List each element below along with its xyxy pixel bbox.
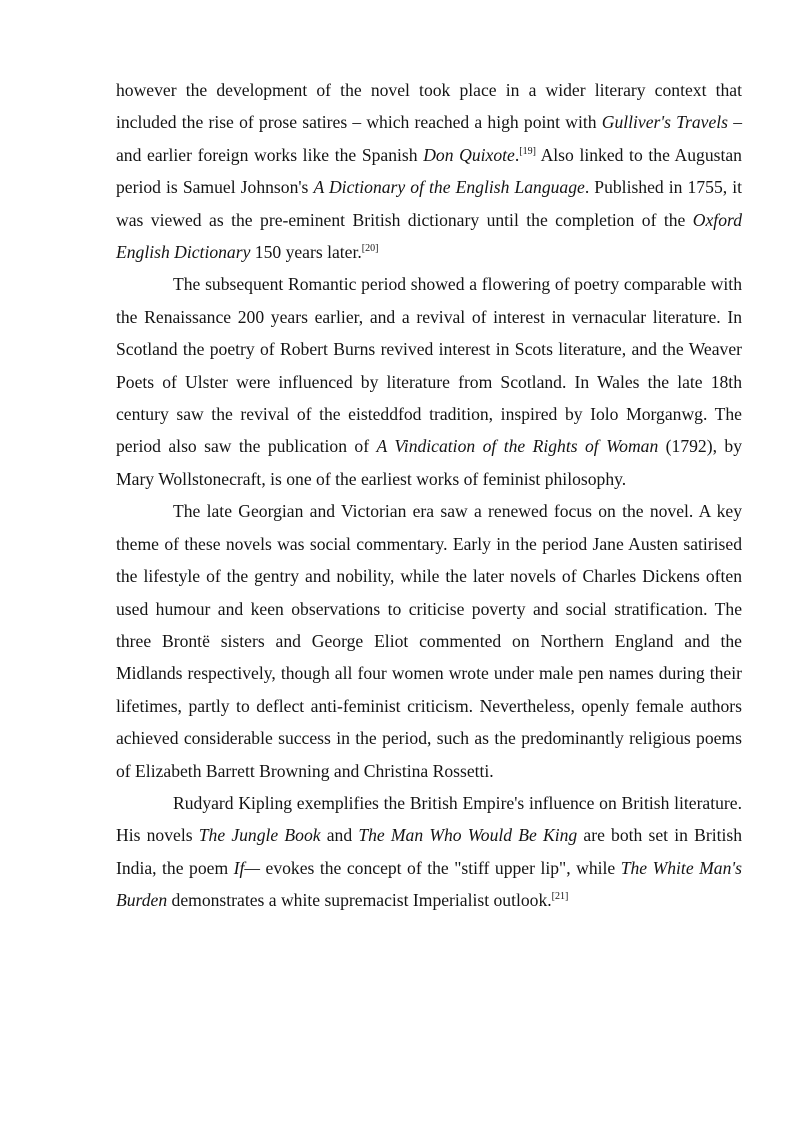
- paragraph-victorian-era: [116, 495, 742, 787]
- text-run: Also linked to the Augustan period is Samuel Johnson's: [116, 144, 742, 198]
- text-run: (1792), by Mary Wollstonecraft, is one of the earliest works of feminist philosophy.: [116, 436, 742, 489]
- work-title: A Vindication of the Rights of Woman: [376, 436, 659, 457]
- paragraph-dictionary: [116, 74, 742, 268]
- text-run: however the development of the novel took place in a wider literary context that included the rise of prose satires – which reached a high point with: [116, 80, 742, 133]
- paragraph-romantic-period: [116, 268, 742, 495]
- paragraph-kipling: [116, 787, 742, 917]
- text-run: 150 years later.: [250, 242, 362, 263]
- text-run: The subsequent Romantic period showed a flowering of poetry comparable with the Renaissance 200 years earlier, and a revival of interest in vernacular literature. In Scotland the poetry of Robert Burns revived interest in Scots literature, and the Weaver Poets of Ulster were influenced by literature from Scotland. In Wales the late 18th century saw the revival of the eisteddfod tradition, inspired by Iolo Morganwg. The period also saw the publication of: [116, 274, 742, 457]
- citation-reference[interactable]: [19]: [519, 145, 536, 157]
- text-run: .: [514, 144, 520, 165]
- work-title: Don Quixote: [423, 144, 515, 165]
- text-run: demonstrates a white supremacist Imperialist outlook.: [167, 890, 552, 911]
- work-title: The Man Who Would Be King: [358, 825, 578, 846]
- text-run: evokes the concept of the "stiff upper lip", while: [260, 857, 621, 878]
- document-page: [116, 74, 742, 917]
- work-title: The Jungle Book: [198, 825, 321, 846]
- text-run: Rudyard Kipling exemplifies the British Empire's influence on British literature. His novels: [116, 792, 742, 846]
- citation-reference[interactable]: [20]: [361, 243, 379, 255]
- text-run: are both set in British India, the poem: [116, 825, 743, 878]
- citation-reference[interactable]: [21]: [551, 891, 569, 903]
- work-title: The White Man's Burden: [116, 857, 742, 911]
- text-run: – and earlier foreign works like the Spanish: [116, 112, 742, 165]
- text-run: and: [320, 825, 359, 846]
- work-title: Oxford English Dictionary: [116, 209, 742, 263]
- work-title: A Dictionary of the English Language: [313, 177, 585, 198]
- work-title: If—: [233, 857, 261, 878]
- text-run: . Published in 1755, it was viewed as the pre-eminent British dictionary until the completion of the: [116, 177, 742, 230]
- text-run: The late Georgian and Victorian era saw a renewed focus on the novel. A key theme of these novels was social commentary. Early in the period Jane Austen satirised the lifestyle of the gentry and nobility, while the later novels of Charles Dickens often used humour and keen observations to criticise poverty and social stratification. The three Brontë sisters and George Eliot commented on Northern England and the Midlands respectively, though all four women wrote under male pen names during their lifetimes, partly to deflect anti-feminist criticism. Nevertheless, openly female authors achieved considerable success in the period, such as the predominantly religious poems of Elizabeth Barrett Browning and Christina Rossetti.: [116, 501, 742, 781]
- work-title: Gulliver's Travels: [601, 112, 728, 133]
